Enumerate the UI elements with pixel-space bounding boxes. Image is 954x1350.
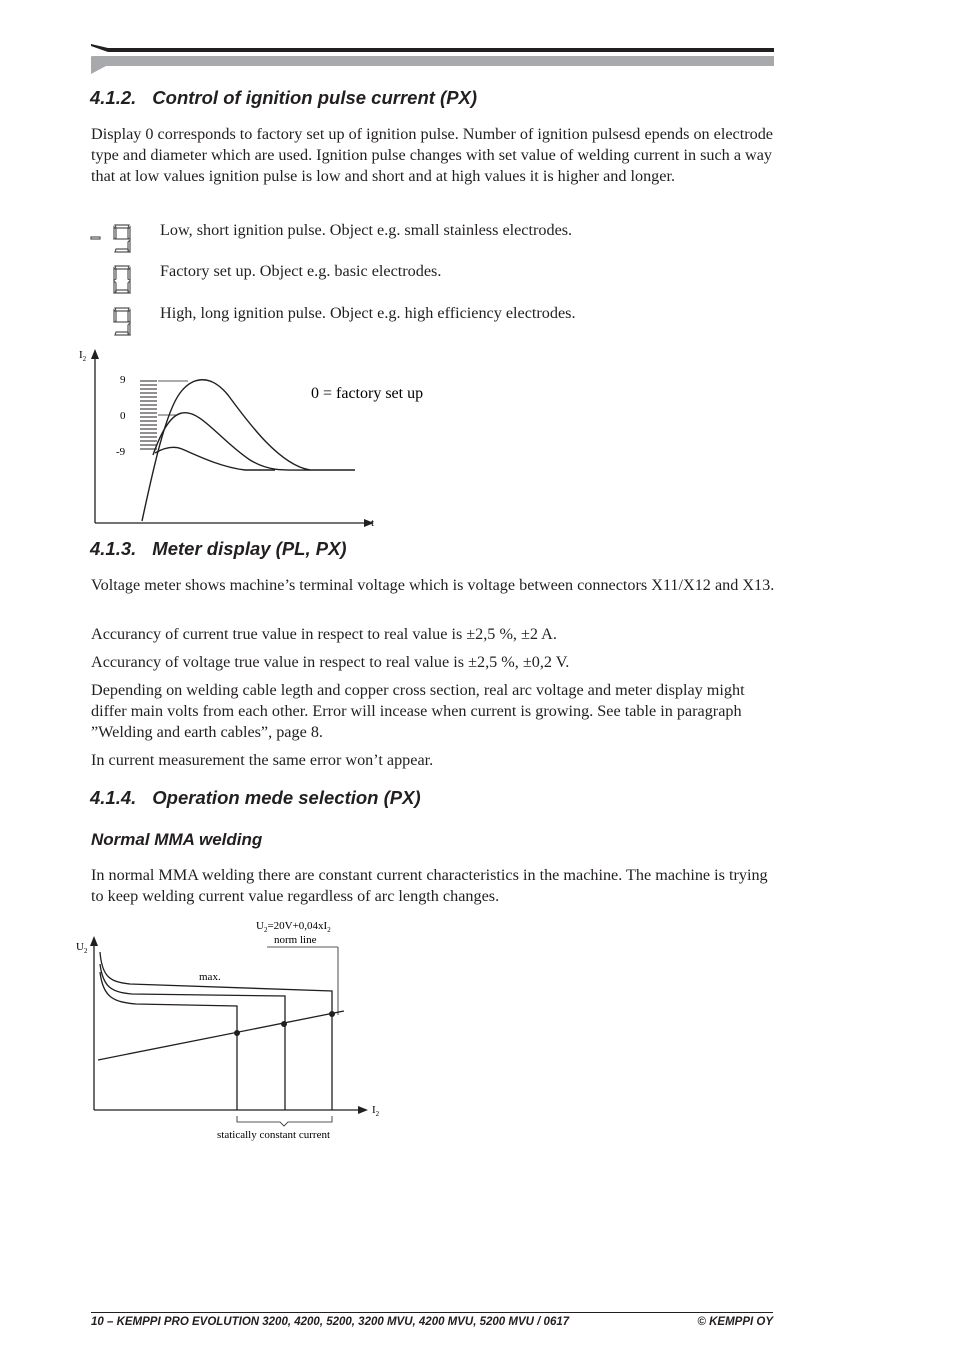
point-low — [234, 1030, 240, 1036]
item-high-pulse-text: High, long ignition pulse. Object e.g. high efficiency electrodes. — [160, 304, 576, 322]
curve-pulse-factory — [153, 413, 310, 470]
y-axis-label: $I_2$ — [79, 349, 87, 363]
section-heading-4-1-3 — [90, 538, 347, 560]
y-axis-arrow — [90, 936, 98, 946]
y-axis-label: $U_2$ — [76, 941, 88, 955]
footer-left: 10 – KEMPPI PRO EVOLUTION 3200, 4200, 5200, 3200 MVU, 4200 MVU, 5200 MVU / 0617 — [91, 1316, 570, 1328]
mma-characteristics-chart — [70, 912, 400, 1147]
bottom-label: statically constant current — [217, 1129, 331, 1141]
section-heading-4-1-2 — [90, 87, 477, 109]
ignition-pulse-chart — [70, 345, 470, 535]
tick-0: 0 — [120, 410, 126, 422]
footer-right: © KEMPPI OY — [697, 1316, 773, 1328]
display-zero-icon — [88, 263, 136, 297]
tick--9: -9 — [116, 446, 126, 458]
norm-line — [98, 1011, 344, 1060]
meter-paragraph-2: Accurancy of current true value in respect to real value is ±2,5 %, ±2 A. — [91, 625, 557, 643]
formula-label: $U_2=20V+0,04xI_2$ — [256, 920, 331, 934]
setting-scale — [140, 381, 157, 449]
meter-paragraph-5: In current measurement the same error won’t appear. — [91, 751, 434, 769]
item-factory-text: Factory set up. Object e.g. basic electrodes. — [160, 262, 442, 280]
curve-pulse-low — [155, 447, 275, 470]
item-low-pulse-text: Low, short ignition pulse. Object e.g. small stainless electrodes. — [160, 221, 573, 239]
section-heading-4-1-4 — [90, 787, 421, 809]
footer-rule — [91, 1312, 773, 1313]
display-nine-icon — [88, 305, 136, 339]
meter-paragraph-3: Accurancy of voltage true value in respect to real value is ±2,5 %, ±0,2 V. — [91, 653, 570, 671]
mma-paragraph: In normal MMA welding there are constant current characteristics in the machine. The machine is trying to keep welding current value regardless of arc length changes. — [91, 866, 768, 905]
formula-note: norm line — [274, 934, 317, 946]
header-bar — [88, 42, 778, 74]
x-axis-label: t — [371, 517, 375, 529]
x-axis-arrow — [358, 1106, 368, 1114]
y-axis-arrow — [91, 349, 99, 359]
max-label: max. — [199, 971, 221, 983]
section-number: 4.1.4. — [90, 787, 137, 808]
section-number: 4.1.2. — [90, 87, 137, 108]
chart-note: 0 = factory set up — [311, 385, 424, 402]
x-axis-label: $I_2$ — [372, 1104, 380, 1118]
meter-paragraph-1: Voltage meter shows machine’s terminal voltage which is voltage between connectors X11/X12 and X13. — [91, 576, 775, 594]
ignition-intro-paragraph: Display 0 corresponds to factory set up of ignition pulse. Number of ignition pulsesd epends on electrode type and diameter which are used. Ignition pulse changes with set value of welding current in such a way that at low values ignition pulse is low and short and at high values it is higher and longer. — [91, 125, 773, 185]
subheading-normal-mma: Normal MMA welding — [91, 830, 263, 849]
section-title: Meter display (PL, PX) — [152, 538, 347, 559]
tick-9: 9 — [120, 374, 126, 386]
bracket — [237, 1116, 332, 1126]
section-number: 4.1.3. — [90, 538, 137, 559]
meter-paragraph-4: Depending on welding cable legth and copper cross section, real arc voltage and meter display might differ main volts from each other. Error will incease when current is growing. See table in paragraph ”Welding and earth cables”, page 8. — [91, 681, 745, 741]
section-title: Control of ignition pulse current (PX) — [152, 87, 478, 108]
point-max — [329, 1011, 335, 1017]
display-minus-nine-icon — [88, 222, 136, 256]
section-title: Operation mede selection (PX) — [152, 787, 421, 808]
point-mid — [281, 1021, 287, 1027]
